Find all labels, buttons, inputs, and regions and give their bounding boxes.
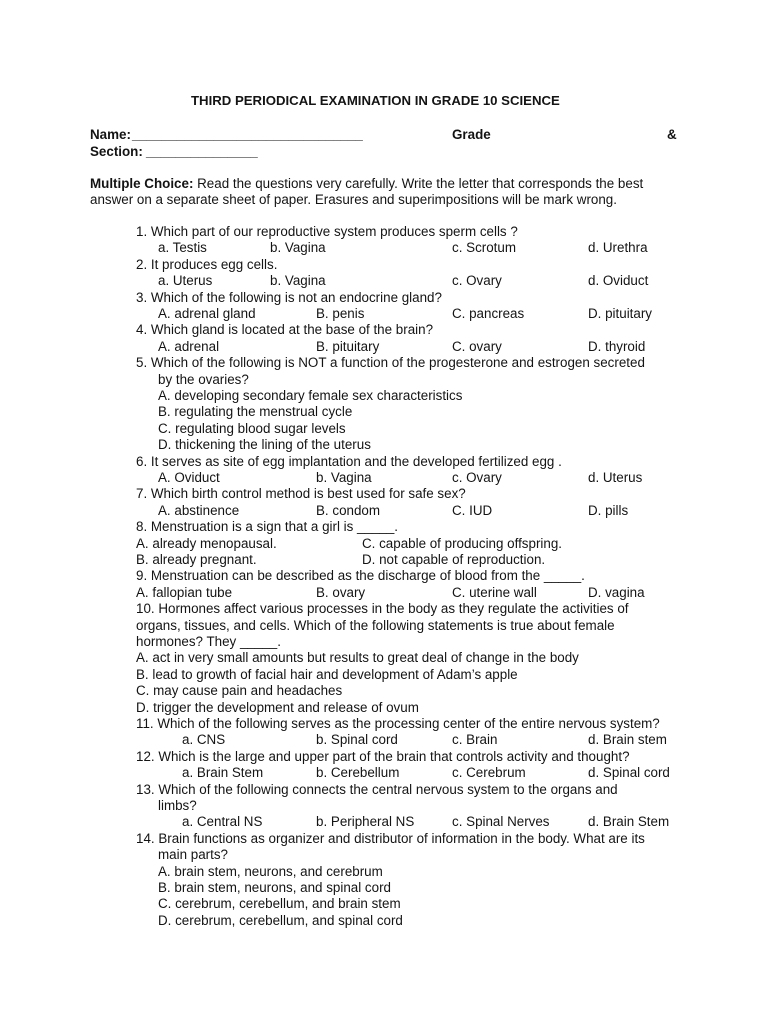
answer-option: b. Peripheral NS — [316, 814, 415, 830]
question-line — [0, 437, 768, 453]
answer-option: d. Spinal cord — [588, 765, 670, 781]
question-text: 6. It serves as site of egg implantation and the developed fertilized egg . — [136, 453, 562, 469]
answer-option: D. pills — [588, 502, 629, 518]
question-line — [0, 404, 768, 420]
question-text: 4. Which gland is located at the base of the brain? — [136, 322, 434, 338]
question-continuation: A. act in very small amounts but results to great deal of change in the body — [136, 650, 579, 666]
answer-option: c. Scrotum — [452, 240, 516, 256]
answer-option: b. Vagina — [316, 470, 372, 485]
section-blank: _______________ — [146, 144, 258, 159]
question-text: 5. Which of the following is NOT a function of the progesterone and estrogen secreted — [136, 355, 645, 371]
answer-options — [0, 732, 768, 748]
answer-option: d. Oviduct — [588, 273, 649, 289]
instructions-text-1: Read the questions very carefully. Write the letter that corresponds the best — [197, 176, 644, 191]
answer-option: B. penis — [316, 306, 365, 321]
question-line — [0, 700, 768, 716]
question-text: 8. Menstruation is a sign that a girl is _____. — [136, 519, 399, 535]
answer-option: c. Brain — [452, 732, 498, 748]
question-continuation: D. thickening the lining of the uterus — [158, 437, 371, 453]
question-line — [0, 880, 768, 896]
answer-option: a. Testis — [158, 240, 207, 256]
question-text: 9. Menstruation can be described as the discharge of blood from the _____. — [136, 568, 585, 584]
instructions-line-1 — [90, 176, 643, 192]
ampersand: & — [667, 127, 677, 142]
answer-option: A. fallopian tube — [136, 584, 233, 600]
answer-options — [0, 765, 768, 781]
answer-option: d. Brain stem — [588, 732, 667, 748]
question-continuation: B. lead to growth of facial hair and development of Adam’s apple — [136, 666, 518, 682]
answer-options — [0, 273, 768, 289]
question-line — [0, 486, 768, 502]
question-continuation: hormones? They _____. — [136, 634, 281, 649]
question-line — [0, 683, 768, 699]
answer-options — [0, 470, 768, 486]
answer-option: a. Central NS — [182, 814, 263, 830]
question-continuation: organs, tissues, and cells. Which of the following statements is true about female — [136, 617, 615, 633]
answer-option: D. pituitary — [588, 306, 652, 321]
answer-option: b. Spinal cord — [316, 732, 398, 748]
question-continuation: C. may cause pain and headaches — [136, 683, 343, 699]
page-title: THIRD PERIODICAL EXAMINATION IN GRADE 10 SCIENCE — [191, 93, 560, 108]
question-line — [0, 519, 768, 535]
question-continuation: D. trigger the development and release of ovum — [136, 699, 419, 715]
answer-option: B. already pregnant. — [136, 552, 257, 567]
question-text: 10. Hormones affect various processes in the body as they regulate the activities of — [136, 601, 629, 617]
question-line — [0, 716, 768, 732]
answer-options — [0, 536, 768, 552]
question-line — [0, 896, 768, 912]
answer-option: C. IUD — [452, 502, 493, 518]
question-continuation: by the ovaries? — [158, 371, 249, 387]
question-text: 12. Which is the large and upper part of the brain that controls activity and thought? — [136, 748, 630, 764]
question-continuation: main parts? — [158, 847, 228, 863]
question-continuation: B. brain stem, neurons, and spinal cord — [158, 880, 391, 895]
answer-option: D. vagina — [588, 584, 645, 600]
answer-option: b. Cerebellum — [316, 765, 400, 781]
question-line — [0, 634, 768, 650]
question-text: 7. Which birth control method is best used for safe sex? — [136, 486, 466, 502]
question-continuation: D. cerebrum, cerebellum, and spinal cord — [158, 912, 403, 928]
answer-option: C. capable of producing offspring. — [362, 535, 562, 551]
answer-option: A. adrenal — [158, 338, 220, 354]
answer-option: a. CNS — [182, 732, 226, 748]
answer-option: a. Brain Stem — [182, 765, 264, 781]
question-line — [0, 864, 768, 880]
question-text: 1. Which part of our reproductive system produces sperm cells ? — [136, 224, 518, 239]
answer-option: B. ovary — [316, 584, 366, 600]
answer-option: D. not capable of reproduction. — [362, 552, 546, 567]
question-continuation: A. developing secondary female sex characteristics — [158, 388, 463, 403]
question-continuation: A. brain stem, neurons, and cerebrum — [158, 863, 383, 879]
question-line — [0, 618, 768, 634]
section-label: Section: — [90, 144, 143, 159]
grade-label: Grade — [452, 127, 491, 142]
question-line — [0, 749, 768, 765]
answer-option: d. Brain Stem — [588, 814, 670, 830]
answer-option: B. condom — [316, 502, 381, 518]
answer-options — [0, 585, 768, 601]
answer-options — [0, 339, 768, 355]
answer-option: A. adrenal gland — [158, 306, 256, 321]
answer-option: d. Urethra — [588, 240, 648, 256]
answer-option: a. Uterus — [158, 273, 213, 289]
answer-option: A. Oviduct — [158, 470, 220, 485]
question-line — [0, 650, 768, 666]
name-blank: _______________________________ — [132, 127, 363, 142]
question-continuation: C. cerebrum, cerebellum, and brain stem — [158, 896, 401, 912]
instructions-line-2: answer on a separate sheet of paper. Erasures and superimpositions will be mark wrong. — [90, 192, 617, 207]
question-text: 14. Brain functions as organizer and distributor of information in the body. What are its — [136, 830, 645, 846]
question-line — [0, 454, 768, 470]
answer-option: C. uterine wall — [452, 584, 537, 600]
question-line — [0, 224, 768, 240]
question-text: 3. Which of the following is not an endocrine gland? — [136, 289, 442, 305]
answer-options — [0, 240, 768, 256]
question-line — [0, 667, 768, 683]
question-line — [0, 782, 768, 798]
answer-option: b. Vagina — [270, 240, 326, 256]
answer-option: d. Uterus — [588, 470, 643, 485]
question-continuation: limbs? — [158, 798, 197, 813]
answer-option: B. pituitary — [316, 338, 380, 354]
answer-options — [0, 306, 768, 322]
question-line — [0, 601, 768, 617]
question-line — [0, 831, 768, 847]
answer-option: c. Ovary — [452, 273, 502, 289]
answer-option: C. pancreas — [452, 306, 525, 321]
question-line — [0, 913, 768, 929]
question-line — [0, 322, 768, 338]
answer-option: c. Spinal Nerves — [452, 814, 550, 830]
answer-option: c. Cerebrum — [452, 765, 526, 781]
question-continuation: C. regulating blood sugar levels — [158, 420, 346, 436]
question-line — [0, 290, 768, 306]
instructions-label: Multiple Choice: — [90, 176, 194, 191]
question-text: 13. Which of the following connects the central nervous system to the organs and — [136, 781, 618, 797]
question-line — [0, 421, 768, 437]
answer-option: C. ovary — [452, 338, 502, 354]
answer-option: A. abstinence — [158, 502, 240, 518]
question-line — [0, 798, 768, 814]
question-text: 11. Which of the following serves as the processing center of the entire nervous system? — [136, 716, 660, 731]
answer-options — [0, 552, 768, 568]
question-continuation: B. regulating the menstrual cycle — [158, 404, 353, 420]
question-line — [0, 847, 768, 863]
answer-option: A. already menopausal. — [136, 535, 277, 551]
answer-option: c. Ovary — [452, 470, 502, 485]
question-text: 2. It produces egg cells. — [136, 256, 278, 272]
question-line — [0, 355, 768, 371]
question-line — [0, 257, 768, 273]
answer-option: D. thyroid — [588, 338, 646, 354]
question-line — [0, 568, 768, 584]
question-line — [0, 372, 768, 388]
question-line — [0, 388, 768, 404]
answer-options — [0, 814, 768, 830]
name-label: Name: — [90, 127, 131, 142]
answer-option: b. Vagina — [270, 273, 326, 289]
answer-options — [0, 503, 768, 519]
